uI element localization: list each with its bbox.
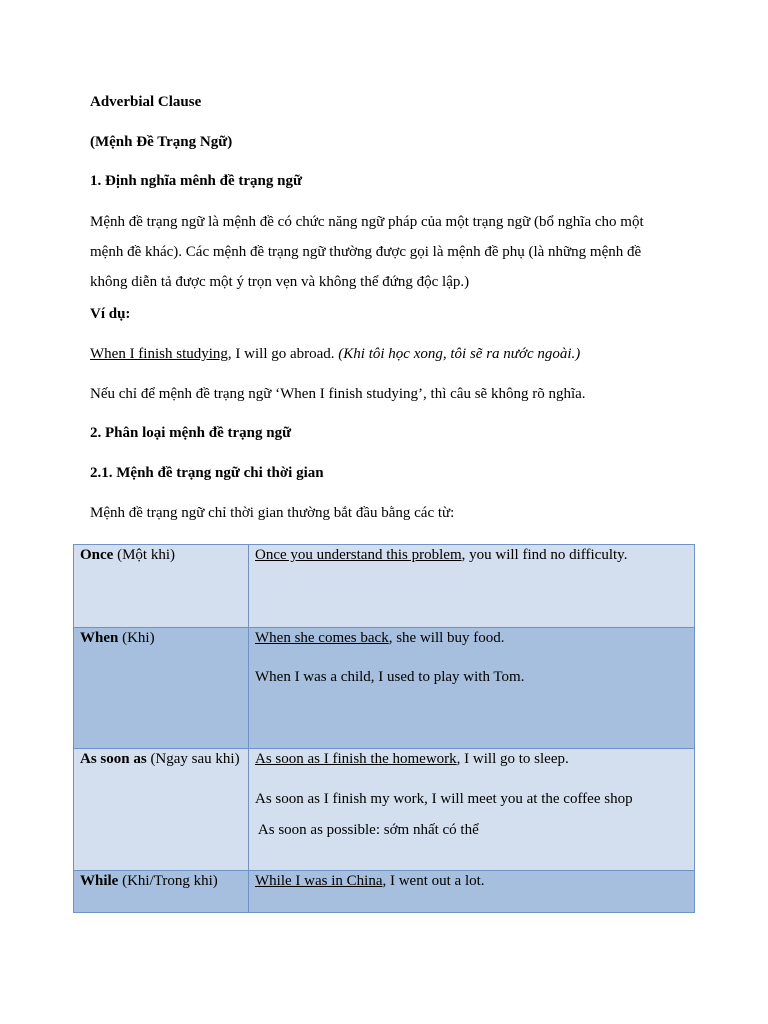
example-label: Ví dụ: — [90, 306, 131, 322]
example-clause: While I was in China — [255, 873, 383, 889]
table-cell-word — [74, 628, 249, 749]
table-cell-word — [74, 871, 249, 913]
example-rest: , I will go to sleep. — [456, 751, 569, 767]
section1-paragraph: Mệnh đề trạng ngữ là mệnh đề có chức năng ngữ pháp của một trạng ngữ (bổ nghĩa cho một mệnh đề khác). Các mệnh đề trạng ngữ thường được gọi là mệnh đề phụ (là những mệnh đề không diễn tả được một ý trọn vẹn và không thể đứng độc lập.) — [90, 214, 644, 290]
table-cell-examples — [249, 871, 695, 913]
table-cell-word — [74, 545, 249, 628]
conjunction-meaning: (Một khi) — [113, 547, 175, 563]
example-rest: , you will find no difficulty. — [461, 547, 628, 563]
table-row — [74, 749, 695, 871]
section1-heading: 1. Định nghĩa mênh đề trạng ngữ — [90, 173, 302, 189]
example-note: Nếu chỉ để mệnh đề trạng ngữ ‘When I finish studying’, thì câu sẽ không rõ nghĩa. — [90, 386, 586, 402]
example-line: As soon as possible: sớm nhất có thể — [255, 822, 479, 838]
conjunction: When — [80, 630, 119, 646]
table-cell-examples — [249, 749, 695, 871]
table-cell-word — [74, 749, 249, 871]
conjunction: Once — [80, 547, 114, 563]
table-cell-examples — [249, 545, 695, 628]
conjunction: While — [80, 873, 119, 889]
example-sentence — [90, 341, 580, 368]
conjunction-meaning: (Khi) — [118, 630, 155, 646]
example-clause: When I finish studying — [90, 346, 228, 362]
table-row — [74, 871, 695, 913]
table-row — [74, 628, 695, 749]
section2-intro: Mệnh đề trạng ngữ chỉ thời gian thường bắt đầu bằng các từ: — [90, 505, 455, 521]
conjunction-meaning: (Khi/Trong khi) — [118, 873, 218, 889]
example-rest: , I went out a lot. — [382, 873, 485, 889]
table-row — [74, 545, 695, 628]
time-clause-table — [73, 544, 695, 913]
example-line: When I was a child, I used to play with Tom. — [255, 669, 525, 685]
example-rest: , she will buy food. — [388, 630, 505, 646]
table-cell-examples — [249, 628, 695, 749]
section2-subheading: 2.1. Mệnh đề trạng ngữ chi thời gian — [90, 465, 324, 481]
doc-title: Adverbial Clause — [90, 94, 202, 110]
example-rest: , I will go abroad. — [227, 346, 339, 362]
example-line: As soon as I finish my work, I will meet you at the coffee shop — [255, 791, 633, 807]
example-clause: As soon as I finish the homework — [255, 751, 457, 767]
example-clause: When she comes back — [255, 630, 389, 646]
conjunction-meaning: (Ngay sau khi) — [146, 751, 240, 767]
conjunction: As soon as — [80, 751, 147, 767]
example-clause: Once you understand this problem — [255, 547, 462, 563]
section2-heading: 2. Phân loại mệnh đề trạng ngữ — [90, 425, 292, 441]
doc-subtitle: (Mệnh Đề Trạng Ngữ) — [90, 134, 233, 150]
example-translation: (Khi tôi học xong, tôi sẽ ra nước ngoài.) — [338, 346, 581, 362]
